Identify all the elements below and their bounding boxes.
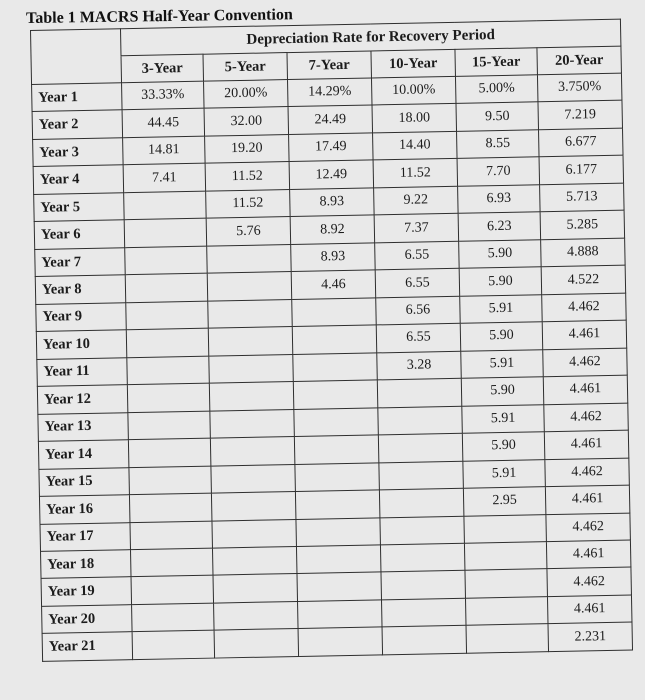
- rate-cell: 6.55: [375, 269, 460, 298]
- rate-cell: 4.461: [543, 375, 628, 404]
- rate-cell: 44.45: [122, 109, 205, 138]
- rate-cell: 7.41: [123, 164, 206, 193]
- rate-cell: 12.49: [289, 160, 374, 189]
- rate-cell: 6.177: [539, 156, 624, 185]
- label-column-header: [31, 56, 122, 85]
- row-label: Year 18: [41, 550, 132, 579]
- rate-cell: 5.90: [460, 322, 543, 351]
- rate-cell: [209, 382, 294, 411]
- rate-cell: 11.52: [206, 189, 291, 218]
- column-header: 7-Year: [287, 51, 372, 80]
- rate-cell: 14.29%: [287, 78, 372, 107]
- corner-cell: [31, 29, 122, 58]
- rate-cell: [207, 272, 292, 301]
- rate-cell: 8.55: [457, 130, 540, 159]
- rate-cell: [125, 246, 208, 275]
- rate-cell: 7.70: [457, 157, 540, 186]
- rate-cell: 5.91: [461, 349, 544, 378]
- rate-cell: [292, 325, 377, 354]
- table-title: Table 1 MACRS Half-Year Convention: [26, 6, 293, 27]
- table-body: [32, 73, 633, 661]
- rate-cell: [127, 356, 210, 385]
- rate-cell: 4.462: [547, 568, 632, 597]
- rate-cell: 6.55: [375, 241, 460, 270]
- rate-cell: 4.888: [541, 238, 626, 267]
- rate-cell: [207, 244, 292, 273]
- rate-cell: 11.52: [205, 162, 290, 191]
- rate-cell: [464, 542, 547, 571]
- rate-cell: 4.522: [541, 265, 626, 294]
- rate-cell: 10.00%: [371, 76, 456, 105]
- rate-cell: [464, 514, 547, 543]
- rate-cell: [381, 571, 466, 600]
- rate-cell: 5.90: [462, 432, 545, 461]
- row-label: Year 2: [32, 110, 123, 139]
- rate-cell: 8.93: [290, 188, 375, 217]
- rate-cell: [129, 493, 212, 522]
- rate-cell: [296, 517, 381, 546]
- rate-cell: 14.81: [123, 136, 206, 165]
- period-header: Depreciation Rate for Recovery Period: [120, 19, 620, 56]
- row-label: Year 17: [40, 522, 131, 551]
- rate-cell: 4.462: [546, 513, 631, 542]
- rate-cell: [126, 328, 209, 357]
- rate-cell: 4.461: [544, 430, 629, 459]
- rate-cell: 4.462: [542, 293, 627, 322]
- rate-cell: 6.93: [458, 185, 541, 214]
- rate-cell: [124, 191, 207, 220]
- row-label: Year 7: [35, 248, 126, 277]
- rate-cell: [130, 521, 213, 550]
- rate-cell: 2.231: [548, 622, 633, 651]
- rate-cell: [212, 519, 297, 548]
- row-label: Year 19: [41, 577, 132, 606]
- rate-cell: 5.90: [459, 240, 542, 269]
- column-header: 20-Year: [537, 46, 622, 75]
- rate-cell: [210, 409, 295, 438]
- rate-cell: [130, 548, 213, 577]
- rate-cell: [294, 408, 379, 437]
- rate-cell: [211, 492, 296, 521]
- rate-cell: [380, 543, 465, 572]
- macrs-table: [30, 19, 633, 662]
- rate-cell: 6.55: [376, 324, 461, 353]
- rate-cell: [128, 438, 211, 467]
- row-label: Year 12: [37, 385, 128, 414]
- row-label: Year 14: [38, 440, 129, 469]
- column-header: 5-Year: [203, 53, 288, 82]
- rate-cell: 6.677: [539, 128, 624, 157]
- row-label: Year 11: [37, 357, 128, 386]
- rate-cell: 5.00%: [455, 75, 538, 104]
- rate-cell: 3.28: [377, 351, 462, 380]
- rate-cell: 5.91: [460, 294, 543, 323]
- rate-cell: [127, 383, 210, 412]
- row-label: Year 9: [36, 302, 127, 331]
- rate-cell: 4.46: [291, 270, 376, 299]
- rate-cell: [297, 572, 382, 601]
- row-label: Year 6: [34, 220, 125, 249]
- row-label: Year 10: [36, 330, 127, 359]
- rate-cell: [382, 626, 467, 655]
- rate-cell: [292, 298, 377, 327]
- rate-cell: [380, 516, 465, 545]
- rate-cell: 8.93: [291, 243, 376, 272]
- rate-cell: [131, 576, 214, 605]
- rate-cell: 4.462: [543, 348, 628, 377]
- rate-cell: [128, 411, 211, 440]
- row-label: Year 8: [35, 275, 126, 304]
- rate-cell: [382, 598, 467, 627]
- rate-cell: 24.49: [288, 105, 373, 134]
- rate-cell: [211, 464, 296, 493]
- rate-cell: [212, 546, 297, 575]
- row-label: Year 15: [39, 467, 130, 496]
- rate-cell: [465, 569, 548, 598]
- row-label: Year 5: [34, 193, 125, 222]
- rate-cell: [378, 406, 463, 435]
- row-label: Year 1: [32, 83, 123, 112]
- rate-cell: 4.461: [546, 540, 631, 569]
- row-label: Year 13: [38, 412, 129, 441]
- rate-cell: [293, 380, 378, 409]
- row-label: Year 16: [39, 495, 130, 524]
- row-label: Year 20: [42, 605, 133, 634]
- rate-cell: 18.00: [372, 104, 457, 133]
- rate-cell: 33.33%: [122, 81, 205, 110]
- rate-cell: 5.91: [462, 404, 545, 433]
- rate-cell: 17.49: [289, 133, 374, 162]
- rate-cell: [295, 462, 380, 491]
- rate-cell: [213, 574, 298, 603]
- rate-cell: 6.23: [458, 212, 541, 241]
- rate-cell: 11.52: [373, 159, 458, 188]
- rate-cell: 5.713: [540, 183, 625, 212]
- rate-cell: 6.56: [376, 296, 461, 325]
- rate-cell: 9.50: [456, 102, 539, 131]
- rate-cell: [208, 327, 293, 356]
- rate-cell: [294, 435, 379, 464]
- column-header: 15-Year: [455, 48, 538, 77]
- rate-cell: 7.37: [374, 214, 459, 243]
- rate-cell: 19.20: [205, 134, 290, 163]
- rate-cell: [214, 601, 299, 630]
- row-label: Year 4: [33, 165, 124, 194]
- rate-cell: [296, 545, 381, 574]
- rate-cell: 8.92: [290, 215, 375, 244]
- rate-cell: 4.461: [545, 485, 630, 514]
- rate-cell: [466, 624, 549, 653]
- rate-cell: 5.90: [459, 267, 542, 296]
- rate-cell: 5.91: [463, 459, 546, 488]
- rate-cell: [298, 600, 383, 629]
- rate-cell: [129, 466, 212, 495]
- row-label: Year 3: [33, 138, 124, 167]
- rate-cell: [379, 488, 464, 517]
- rate-cell: [293, 353, 378, 382]
- column-header: 3-Year: [121, 54, 204, 83]
- rate-cell: 4.461: [547, 595, 632, 624]
- macrs-table-container: [30, 19, 632, 662]
- rate-cell: [125, 273, 208, 302]
- rate-cell: [209, 354, 294, 383]
- rate-cell: [124, 218, 207, 247]
- rate-cell: [298, 627, 383, 656]
- rate-cell: 32.00: [204, 107, 289, 136]
- rate-cell: [126, 301, 209, 330]
- rate-cell: 5.76: [206, 217, 291, 246]
- rate-cell: 5.285: [540, 210, 625, 239]
- rate-cell: 2.95: [463, 487, 546, 516]
- rate-cell: [132, 603, 215, 632]
- rate-cell: [214, 629, 299, 658]
- rate-cell: 20.00%: [204, 80, 289, 109]
- rate-cell: 14.40: [373, 131, 458, 160]
- rate-cell: [295, 490, 380, 519]
- column-header: 10-Year: [371, 49, 456, 78]
- rate-cell: 4.462: [545, 458, 630, 487]
- rate-cell: 4.461: [542, 320, 627, 349]
- rate-cell: [208, 299, 293, 328]
- rate-cell: 7.219: [538, 101, 623, 130]
- rate-cell: 3.750%: [537, 73, 622, 102]
- rate-cell: 5.90: [461, 377, 544, 406]
- rate-cell: 4.462: [544, 403, 629, 432]
- rate-cell: [378, 433, 463, 462]
- rate-cell: [210, 437, 295, 466]
- row-label: Year 21: [42, 632, 133, 661]
- rate-cell: [465, 597, 548, 626]
- rate-cell: [377, 378, 462, 407]
- rate-cell: [132, 630, 215, 659]
- rate-cell: 9.22: [374, 186, 459, 215]
- rate-cell: [379, 461, 464, 490]
